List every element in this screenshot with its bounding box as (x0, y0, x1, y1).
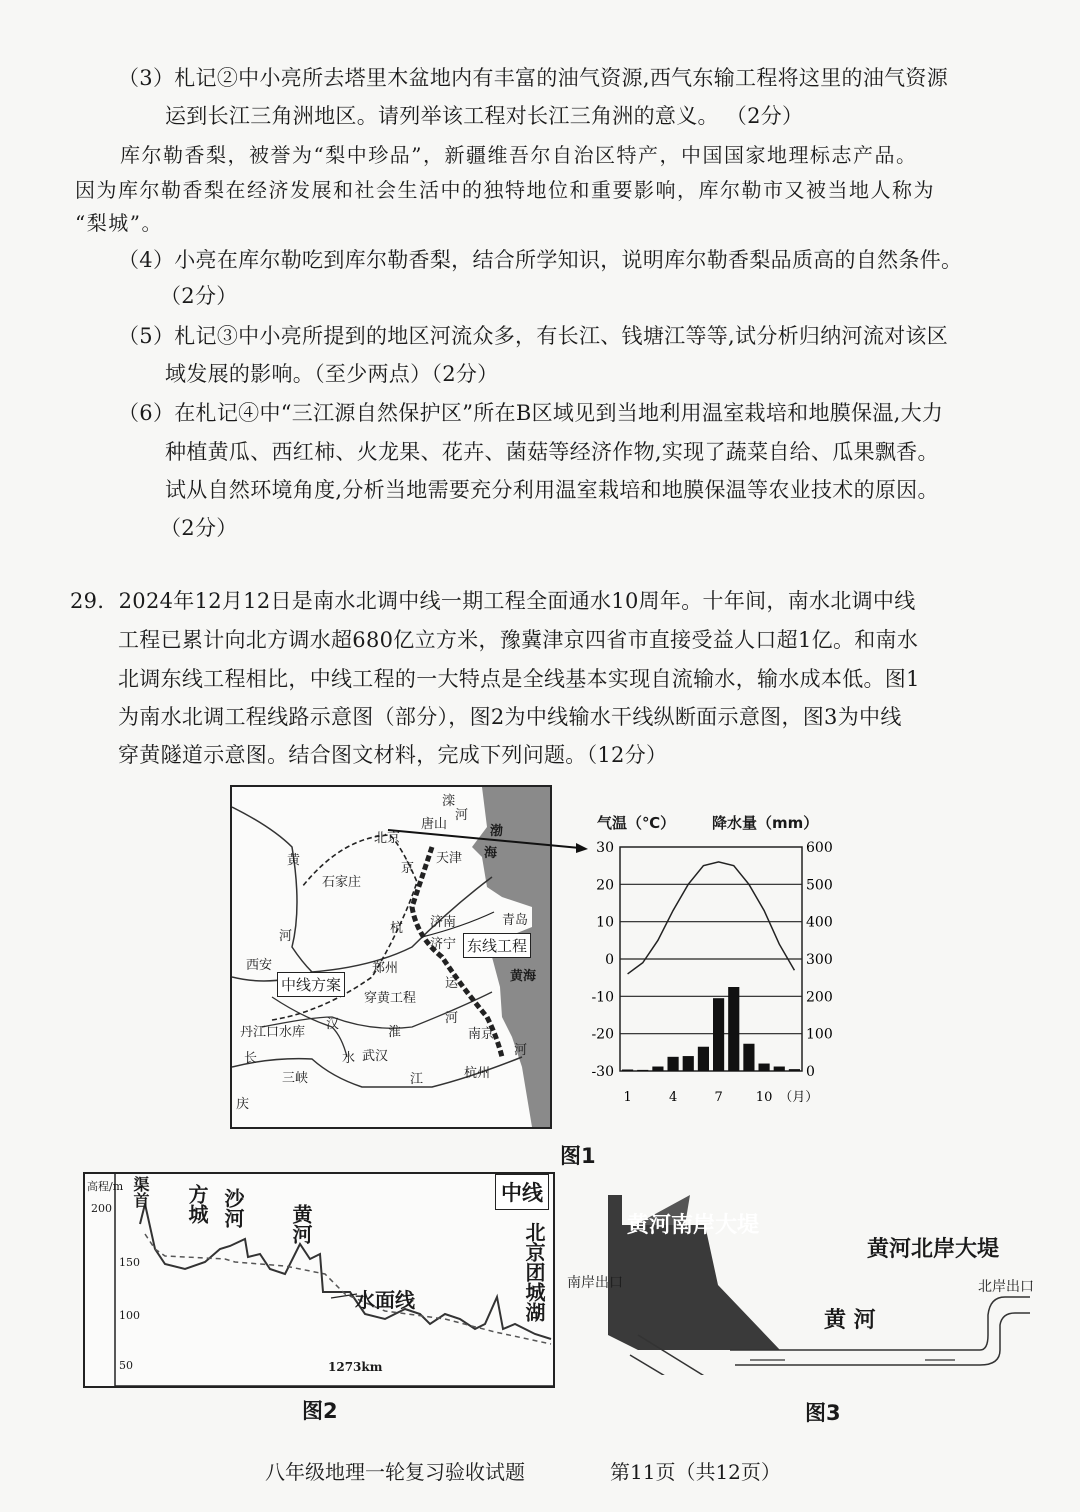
left-tick-label: -10 (591, 989, 614, 1006)
map-label: 黄 (287, 853, 301, 868)
right-tick-label: 100 (806, 1026, 833, 1043)
map-label: 三峡 (282, 1071, 309, 1086)
right-tick-label: 500 (806, 877, 833, 894)
q5-line: （5）札记③中小亮所提到的地区河流众多，有长江、钱塘江等等,试分析归纳河流对该区 (118, 324, 949, 348)
climate-chart (580, 835, 850, 1115)
right-tick-label: 300 (806, 952, 833, 968)
map-label: 西安 (246, 958, 273, 973)
y-tick: 100 (119, 1309, 140, 1322)
q6-line: 种植黄瓜、西红柿、火龙果、花卉、菌菇等经济作物,实现了蔬菜自给、瓜果飘香。 (165, 440, 939, 464)
precipitation-bar (789, 1069, 800, 1071)
passage-line: 因为库尔勒香梨在经济发展和社会生活中的独特地位和重要影响，库尔勒市又被当地人称为 (75, 178, 935, 202)
x-tick-label: 4 (668, 1090, 678, 1105)
map-label: 杭州 (464, 1066, 491, 1081)
map-label: 汉 (326, 1017, 340, 1032)
precipitation-bar (728, 987, 739, 1071)
profile-drawing (85, 1174, 553, 1386)
map-label: 京 (401, 861, 415, 876)
yellow-river-label: 黄 河 (824, 1308, 876, 1333)
temperature-axis-title: 气温（℃） (597, 814, 676, 832)
q29-line: 工程已累计向北方调水超680亿立方米，豫冀津京四省市直接受益人口超1亿。和南水 (118, 628, 919, 652)
left-tick-label: 30 (596, 840, 614, 856)
label-huanghe: 黄河 (289, 1204, 313, 1244)
precipitation-bar (668, 1057, 679, 1071)
left-tick-label: 10 (596, 914, 614, 931)
map-label: 庆 (236, 1097, 250, 1112)
map-label: 唐山 (421, 817, 448, 832)
precipitation-bar (774, 1067, 785, 1071)
q29-line: 为南水北调工程线路示意图（部分），图2为中线输水干线纵断面示意图，图3为中线 (118, 705, 902, 729)
left-tick-label: 0 (605, 952, 614, 968)
label-qushou: 渠首 (131, 1176, 150, 1208)
map-label: 济南 (430, 915, 457, 930)
q5-line: 域发展的影响。（至少两点）（2分） (165, 362, 499, 386)
y-axis-title: 高程/m (87, 1180, 124, 1193)
label-beijing-tuanchenghu: 北京团城湖 (522, 1222, 546, 1322)
map-label: 河 (445, 1011, 459, 1026)
q6-line: （2分） (160, 516, 238, 540)
x-tick-label: 10 (755, 1090, 773, 1105)
beijing-pointer-arrow (380, 820, 600, 860)
footer-title: 八年级地理一轮复习验收试题 (265, 1460, 525, 1484)
map-label: 淮 (388, 1025, 402, 1040)
map-label: 渤 (490, 824, 504, 839)
label-fangcheng: 方城 (185, 1184, 209, 1224)
middle-route-label: 中线方案 (277, 972, 345, 997)
label-water-line: 水面线 (355, 1288, 415, 1312)
south-dike-label: 黄河南岸大堤 (627, 1213, 760, 1238)
east-route-label: 东线工程 (463, 933, 531, 958)
figure-3-caption: 图3 (805, 1401, 841, 1425)
map-label: 杭 (390, 921, 404, 936)
figure-1-caption: 图1 (560, 1144, 596, 1168)
q4-line: （4）小亮在库尔勒吃到库尔勒香梨，结合所学知识，说明库尔勒香梨品质高的自然条件。 (118, 248, 963, 272)
q3-line: 运到长江三角洲地区。请列举该工程对长江三角洲的意义。 （2分） (165, 104, 804, 128)
map-label: 郑州 (372, 961, 399, 976)
left-tick-label: 20 (596, 877, 614, 894)
map-label: 水 (342, 1051, 356, 1066)
q6-line: 试从自然环境角度,分析当地需要充分利用温室栽培和地膜保温等农业技术的原因。 (165, 478, 939, 502)
y-tick: 200 (91, 1202, 112, 1215)
left-tick-label: -20 (591, 1026, 614, 1043)
passage-line: “梨城”。 (75, 211, 163, 235)
map-label: 滦 (442, 794, 456, 809)
figure-2-caption: 图2 (302, 1399, 338, 1423)
precipitation-bar (637, 1070, 648, 1071)
temperature-line (628, 862, 795, 974)
q29-line: 29．2024年12月12日是南水北调中线一期工程全面通水10周年。十年间，南水北调中线 (70, 589, 916, 613)
precipitation-bar (683, 1056, 694, 1071)
route-tag: 中线 (495, 1174, 549, 1210)
right-tick-label: 400 (806, 914, 833, 931)
label-shahe: 沙河 (221, 1188, 245, 1228)
north-exit-label: 北岸出口 (978, 1279, 1034, 1295)
terrain-line (140, 1204, 551, 1339)
y-tick: 150 (119, 1256, 140, 1269)
right-tick-label: 0 (806, 1064, 815, 1080)
footer-page: 第11页（共12页） (610, 1460, 781, 1484)
left-tick-label: -30 (591, 1064, 614, 1080)
map-label: 北京 (374, 831, 401, 846)
precipitation-bar (713, 998, 724, 1071)
passage-line: 库尔勒香梨，被誉为“梨中珍品”，新疆维吾尔自治区特产，中国国家地理标志产品。 (120, 143, 918, 167)
q3-line: （3）札记②中小亮所去塔里木盆地内有丰富的油气资源,西气东输工程将这里的油气资源 (118, 66, 949, 90)
map-label: 运 (445, 976, 459, 991)
map-label: 河 (514, 1043, 528, 1058)
map-label: 南京 (468, 1027, 495, 1042)
map-label: 石家庄 (322, 875, 362, 890)
map-label: 济宁 (430, 937, 457, 952)
q29-line: 北调东线工程相比，中线工程的一大特点是全线基本实现自流输水，输水成本低。图1 (118, 667, 920, 691)
x-axis-unit: （月） (779, 1090, 819, 1105)
q6-line: （6）在札记④中“三江源自然保护区”所在B区域见到当地利用温室栽培和地膜保温,大力 (118, 401, 944, 425)
map-label: 武汉 (362, 1049, 389, 1064)
precipitation-bar (698, 1047, 709, 1071)
water-surface-line (145, 1234, 551, 1344)
yellow-river-upper (232, 807, 312, 972)
precipitation-axis-title: 降水量（mm） (712, 814, 819, 832)
map-label: 黄海 (510, 969, 537, 984)
profile-figure (83, 1172, 555, 1388)
q4-line: （2分） (160, 284, 238, 308)
y-tick: 50 (119, 1359, 133, 1372)
precipitation-bar (759, 1064, 770, 1071)
map-label: 丹江口水库 (240, 1025, 306, 1040)
map-label: 河 (279, 929, 293, 944)
right-tick-label: 200 (806, 989, 833, 1006)
precipitation-bar (652, 1067, 663, 1071)
precipitation-bar (743, 1044, 754, 1071)
x-tick-label: 1 (623, 1090, 632, 1105)
q29-line: 穿黄隧道示意图。结合图文材料，完成下列问题。（12分） (118, 743, 668, 767)
map-label: 穿黄工程 (364, 991, 417, 1006)
distance-label: 1273km (328, 1360, 383, 1374)
precipitation-bar (622, 1070, 633, 1071)
map-label: 长 (244, 1051, 258, 1066)
map-label: 青岛 (502, 913, 529, 928)
map-label: 天津 (436, 851, 463, 866)
south-exit-label: 南岸出口 (567, 1275, 623, 1291)
x-tick-label: 7 (714, 1090, 723, 1105)
map-label: 海 (484, 846, 498, 861)
map-label: 江 (410, 1072, 424, 1087)
map-label: 河 (455, 808, 469, 823)
right-tick-label: 600 (806, 840, 833, 856)
north-dike-label: 黄河北岸大堤 (867, 1237, 1000, 1262)
